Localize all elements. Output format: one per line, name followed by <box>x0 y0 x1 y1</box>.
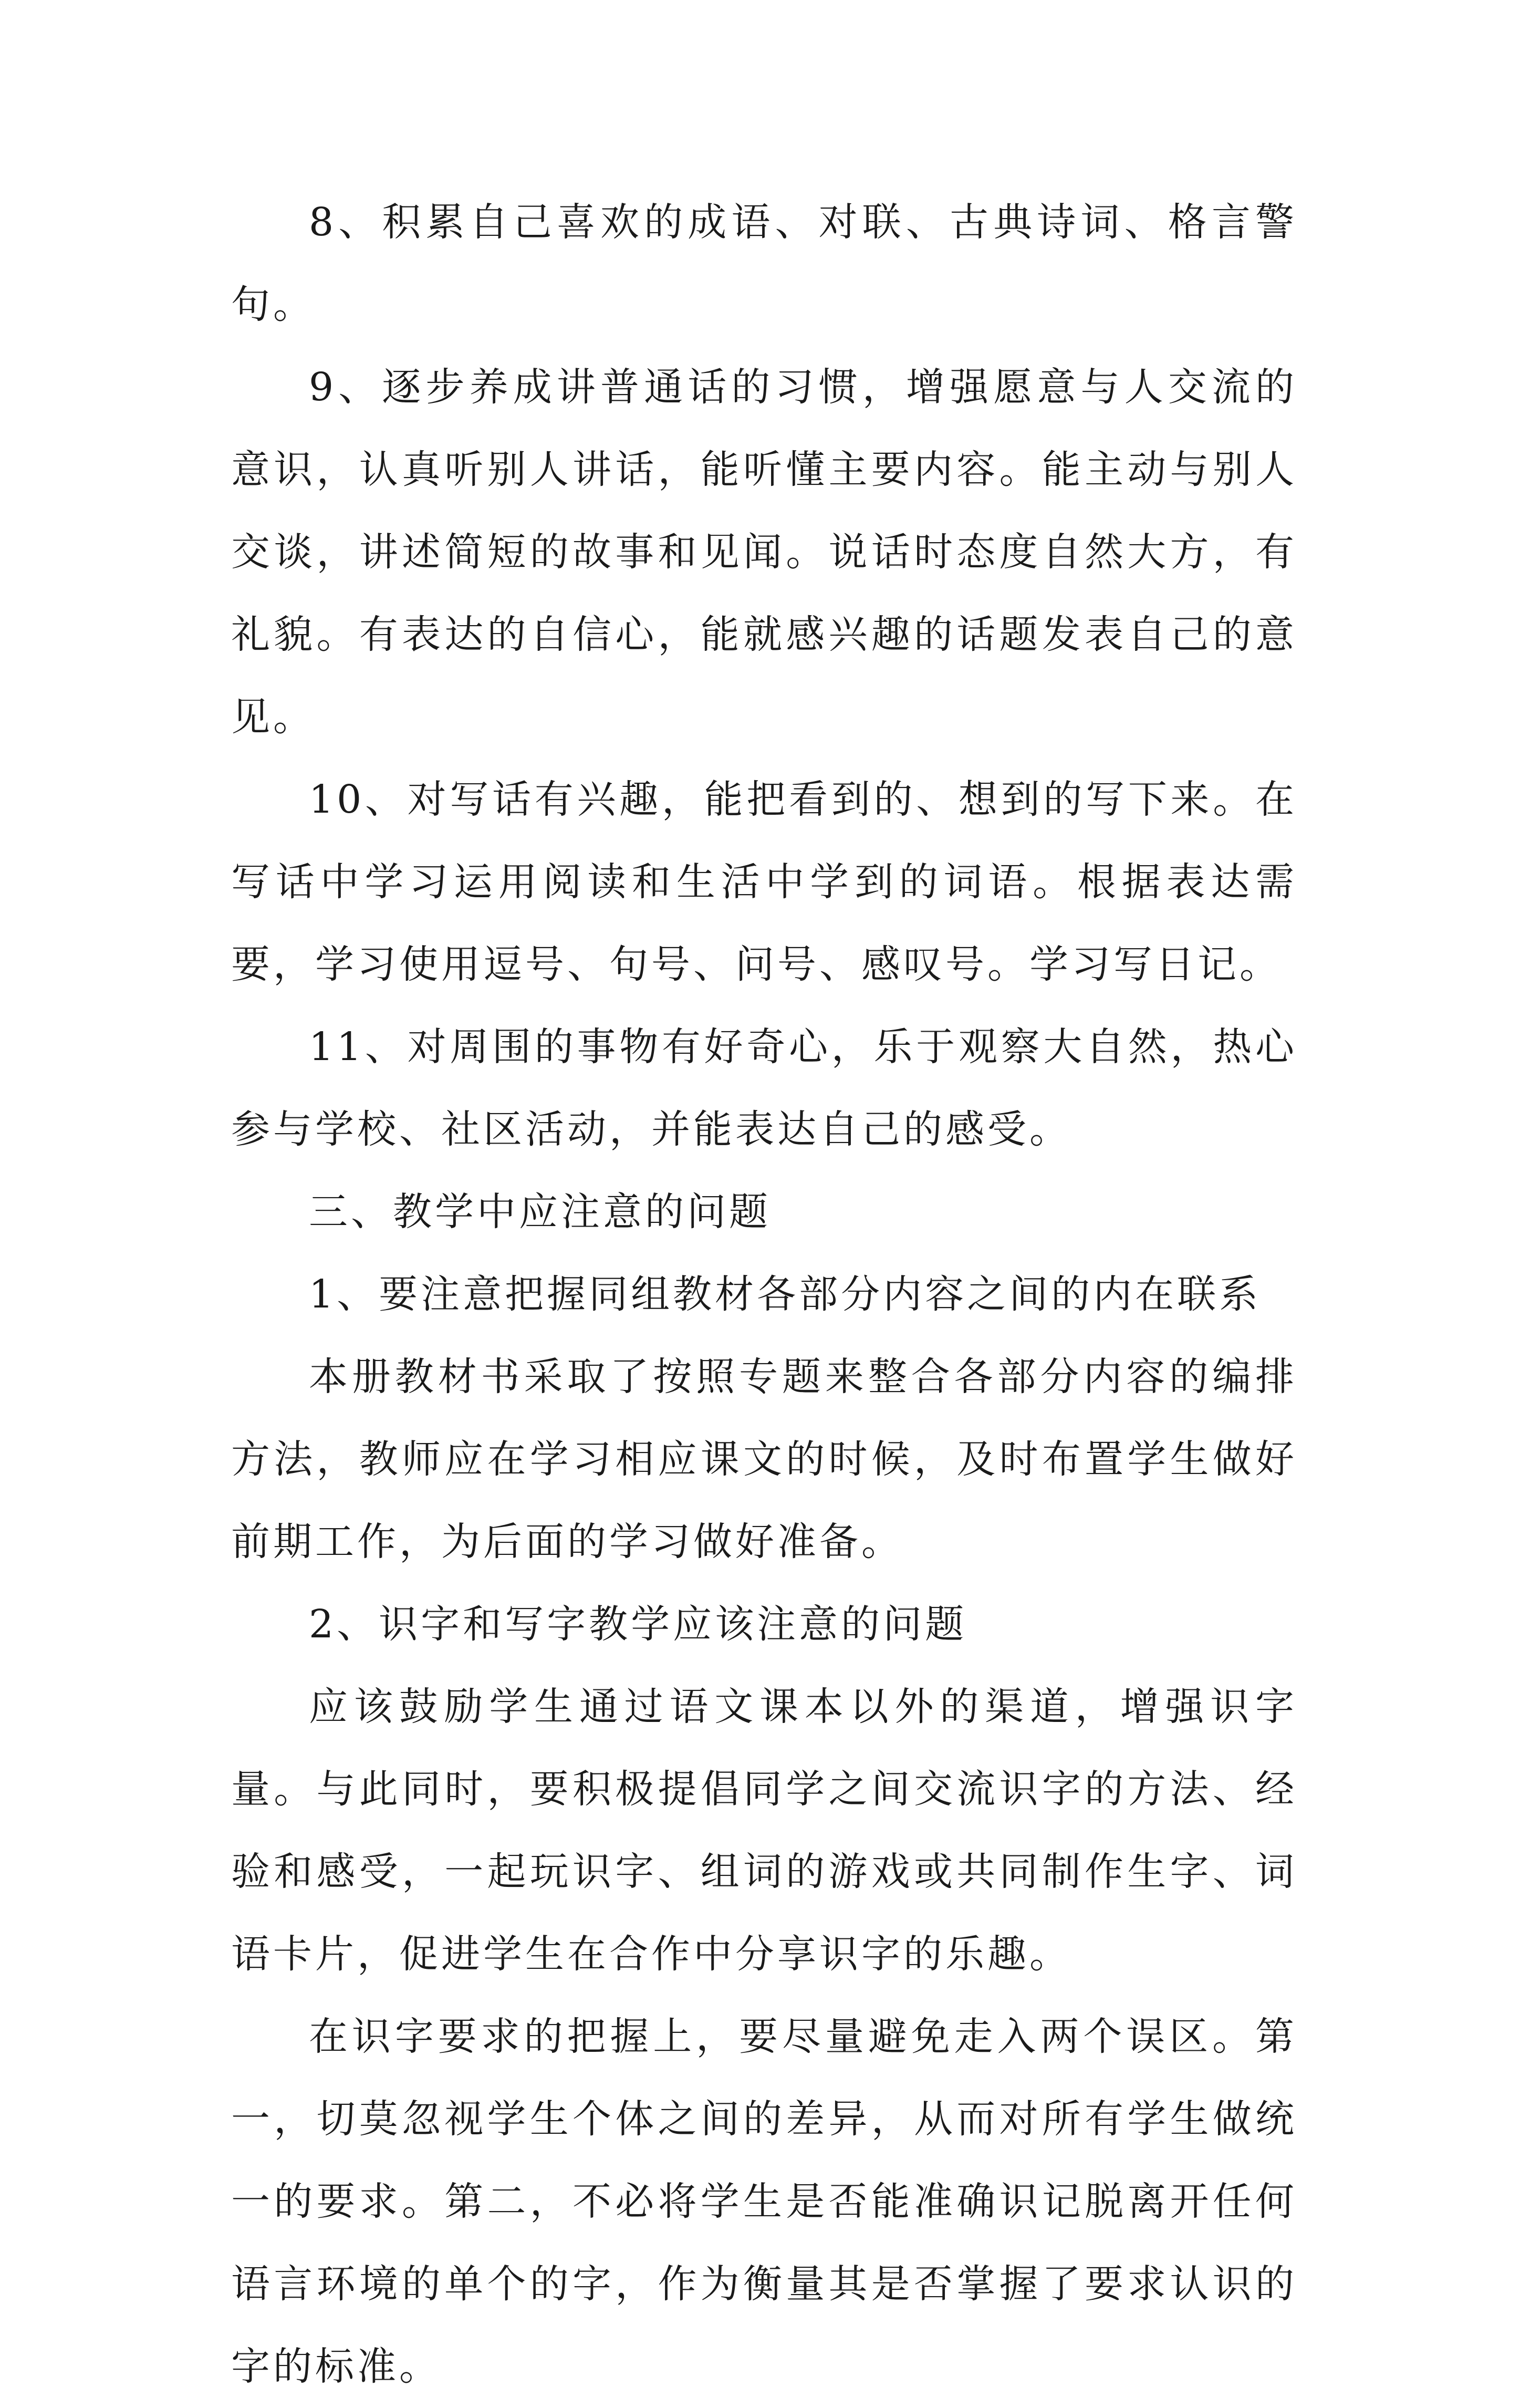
subheading-1: 1、要注意把握同组教材各部分内容之间的内在联系 <box>309 1272 1262 1317</box>
paragraph-item-10: 10、对写话有兴趣，能把看到的、想到的写下来。在写话中学习运用阅读和生活中学到的词语。根据表达需要，学习使用逗号、句号、问号、感叹号。学习写日记。 <box>231 777 1297 987</box>
paragraph-literacy-misconceptions: 在识字要求的把握上，要尽量避免走入两个误区。第一，切莫忽视学生个体之间的差异，从而对所有学生做统一的要求。第二，不必将学生是否能准确识记脱离开任何语言环境的单个的字，作为衡量其是否掌握了要求认识的字的标准。 <box>231 2014 1297 2389</box>
paragraph-item-8: 8、积累自己喜欢的成语、对联、古典诗词、格言警句。 <box>231 200 1297 327</box>
paragraph-item-9: 9、逐步养成讲普通话的习惯，增强愿意与人交流的意识，认真听别人讲话，能听懂主要内容。能主动与别人交谈，讲述简短的故事和见闻。说话时态度自然大方，有礼貌。有表达的自信心，能就感兴趣的话题发表自己的意见。 <box>231 365 1297 740</box>
subheading-2: 2、识字和写字教学应该注意的问题 <box>309 1602 967 1647</box>
paragraph-item-11: 11、对周围的事物有好奇心，乐于观察大自然，热心参与学校、社区活动，并能表达自己的感受。 <box>231 1024 1297 1152</box>
paragraph-textbook-method: 本册教材书采取了按照专题来整合各部分内容的编排方法，教师应在学习相应课文的时候，及时布置学生做好前期工作，为后面的学习做好准备。 <box>231 1354 1297 1564</box>
document-body <box>231 181 1297 2408</box>
paragraph-literacy-encourage: 应该鼓励学生通过语文课本以外的渠道，增强识字量。与此同时，要积极提倡同学之间交流识字的方法、经验和感受，一起玩识字、组词的游戏或共同制作生字、词语卡片，促进学生在合作中分享识字的乐趣。 <box>231 1684 1297 1977</box>
section-heading-3: 三、教学中应注意的问题 <box>309 1189 771 1234</box>
